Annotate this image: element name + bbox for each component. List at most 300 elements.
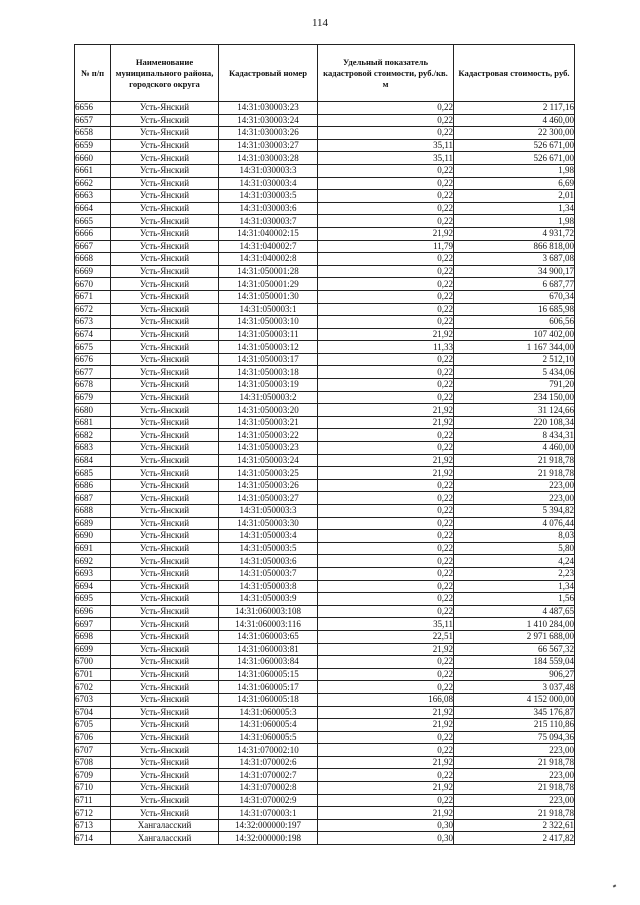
- cell-row-number: 6704: [75, 706, 111, 719]
- cell-cadastral-cost: 526 671,00: [454, 152, 575, 165]
- header-cadastral-cost: Кадастровая стоимость, руб.: [454, 45, 575, 102]
- cell-cadastral-number: 14:31:050001:29: [219, 278, 318, 291]
- cell-unit-value: 0,22: [318, 316, 454, 329]
- cell-row-number: 6684: [75, 454, 111, 467]
- cell-unit-value: 0,22: [318, 379, 454, 392]
- table-row: [75, 769, 575, 782]
- cell-unit-value: 21,92: [318, 467, 454, 480]
- cell-cadastral-cost: 31 124,66: [454, 404, 575, 417]
- cell-row-number: 6670: [75, 278, 111, 291]
- cell-cadastral-cost: 223,00: [454, 492, 575, 505]
- cell-row-number: 6683: [75, 442, 111, 455]
- cell-cadastral-number: 14:31:070002:9: [219, 794, 318, 807]
- cell-cadastral-cost: 21 918,78: [454, 467, 575, 480]
- cell-cadastral-cost: 2,23: [454, 567, 575, 580]
- cell-unit-value: 166,08: [318, 693, 454, 706]
- table-row: [75, 303, 575, 316]
- cell-cadastral-number: 14:31:050003:1: [219, 303, 318, 316]
- table-row: [75, 505, 575, 518]
- cell-district: Усть-Янский: [111, 454, 219, 467]
- cell-unit-value: 0,22: [318, 177, 454, 190]
- cell-district: Усть-Янский: [111, 530, 219, 543]
- cell-district: Усть-Янский: [111, 605, 219, 618]
- table-row: [75, 681, 575, 694]
- table-row: [75, 567, 575, 580]
- cell-row-number: 6689: [75, 517, 111, 530]
- cell-cadastral-number: 14:31:050003:6: [219, 555, 318, 568]
- cell-cadastral-cost: 8 434,31: [454, 429, 575, 442]
- table-row: [75, 517, 575, 530]
- cell-cadastral-number: 14:31:030003:23: [219, 102, 318, 115]
- cell-district: Усть-Янский: [111, 391, 219, 404]
- cell-row-number: 6674: [75, 328, 111, 341]
- cell-cadastral-number: 14:31:030003:28: [219, 152, 318, 165]
- cell-unit-value: 0,22: [318, 580, 454, 593]
- cell-district: Усть-Янский: [111, 366, 219, 379]
- cell-cadastral-number: 14:31:050001:28: [219, 265, 318, 278]
- cell-district: Усть-Янский: [111, 782, 219, 795]
- cell-cadastral-cost: 1,34: [454, 580, 575, 593]
- cell-district: Усть-Янский: [111, 265, 219, 278]
- cell-cadastral-number: 14:31:050001:30: [219, 290, 318, 303]
- cell-cadastral-number: 14:31:040002:8: [219, 253, 318, 266]
- cell-cadastral-cost: 1,98: [454, 164, 575, 177]
- cell-cadastral-number: 14:31:060003:84: [219, 656, 318, 669]
- cell-cadastral-cost: 2 512,10: [454, 353, 575, 366]
- cell-cadastral-cost: 526 671,00: [454, 139, 575, 152]
- cell-row-number: 6659: [75, 139, 111, 152]
- cell-cadastral-number: 14:31:040002:15: [219, 227, 318, 240]
- cell-district: Усть-Янский: [111, 744, 219, 757]
- cell-row-number: 6711: [75, 794, 111, 807]
- cell-cadastral-cost: 234 150,00: [454, 391, 575, 404]
- table-row: [75, 202, 575, 215]
- cell-district: Усть-Янский: [111, 177, 219, 190]
- table-row: [75, 832, 575, 845]
- cell-unit-value: 0,22: [318, 127, 454, 140]
- cell-cadastral-cost: 4 076,44: [454, 517, 575, 530]
- cell-district: Усть-Янский: [111, 479, 219, 492]
- cell-cadastral-number: 14:31:050003:26: [219, 479, 318, 492]
- cell-unit-value: 0,22: [318, 114, 454, 127]
- cell-row-number: 6701: [75, 668, 111, 681]
- cell-district: Усть-Янский: [111, 164, 219, 177]
- cell-cadastral-cost: 4 152 000,00: [454, 693, 575, 706]
- cell-district: Усть-Янский: [111, 290, 219, 303]
- cell-cadastral-cost: 791,20: [454, 379, 575, 392]
- cell-district: Усть-Янский: [111, 505, 219, 518]
- cell-cadastral-cost: 2,01: [454, 190, 575, 203]
- table-row: [75, 391, 575, 404]
- table-row: [75, 618, 575, 631]
- cell-district: Усть-Янский: [111, 152, 219, 165]
- page-number: 114: [311, 17, 329, 29]
- table-row: [75, 479, 575, 492]
- cell-district: Усть-Янский: [111, 328, 219, 341]
- cell-row-number: 6685: [75, 467, 111, 480]
- cell-unit-value: 0,22: [318, 505, 454, 518]
- cell-cadastral-cost: 5 394,82: [454, 505, 575, 518]
- table-body: [75, 102, 575, 845]
- cell-unit-value: 0,22: [318, 593, 454, 606]
- cell-row-number: 6658: [75, 127, 111, 140]
- cell-row-number: 6696: [75, 605, 111, 618]
- cell-cadastral-cost: 5,80: [454, 542, 575, 555]
- cell-cadastral-cost: 21 918,78: [454, 807, 575, 820]
- cell-district: Усть-Янский: [111, 731, 219, 744]
- cell-district: Усть-Янский: [111, 769, 219, 782]
- cell-cadastral-cost: 21 918,78: [454, 782, 575, 795]
- cell-unit-value: 0,22: [318, 253, 454, 266]
- cell-cadastral-cost: 223,00: [454, 479, 575, 492]
- cell-row-number: 6710: [75, 782, 111, 795]
- table-row: [75, 656, 575, 669]
- cell-cadastral-number: 14:31:040002:7: [219, 240, 318, 253]
- cell-cadastral-cost: 2 971 688,00: [454, 630, 575, 643]
- cell-district: Усть-Янский: [111, 429, 219, 442]
- cell-district: Усть-Янский: [111, 542, 219, 555]
- cell-row-number: 6656: [75, 102, 111, 115]
- cell-district: Усть-Янский: [111, 316, 219, 329]
- cell-cadastral-cost: 21 918,78: [454, 756, 575, 769]
- table-row: [75, 756, 575, 769]
- cell-district: Усть-Янский: [111, 567, 219, 580]
- table-row: [75, 278, 575, 291]
- header-cadastral-number: Кадастровый номер: [219, 45, 318, 102]
- cell-row-number: 6662: [75, 177, 111, 190]
- cell-cadastral-number: 14:32:000000:198: [219, 832, 318, 845]
- cell-row-number: 6671: [75, 290, 111, 303]
- cell-cadastral-cost: 215 110,86: [454, 719, 575, 732]
- cell-row-number: 6681: [75, 416, 111, 429]
- cell-unit-value: 21,92: [318, 328, 454, 341]
- cell-district: Усть-Янский: [111, 492, 219, 505]
- cell-unit-value: 0,22: [318, 605, 454, 618]
- cell-row-number: 6713: [75, 819, 111, 832]
- cell-district: Усть-Янский: [111, 618, 219, 631]
- cell-cadastral-number: 14:31:050003:27: [219, 492, 318, 505]
- header-unit-value: Удельный показатель кадастровой стоимости, руб./кв. м: [318, 45, 454, 102]
- cell-row-number: 6673: [75, 316, 111, 329]
- table-row: [75, 454, 575, 467]
- cell-unit-value: 0,22: [318, 290, 454, 303]
- cell-unit-value: 0,22: [318, 303, 454, 316]
- cell-row-number: 6692: [75, 555, 111, 568]
- cell-row-number: 6686: [75, 479, 111, 492]
- table-row: [75, 693, 575, 706]
- cell-unit-value: 21,92: [318, 643, 454, 656]
- cell-cadastral-number: 14:31:060003:81: [219, 643, 318, 656]
- cell-cadastral-cost: 3 687,08: [454, 253, 575, 266]
- cadastral-table: [74, 44, 575, 845]
- cell-unit-value: 21,92: [318, 454, 454, 467]
- cell-cadastral-number: 14:31:050003:10: [219, 316, 318, 329]
- table-row: [75, 328, 575, 341]
- cell-row-number: 6675: [75, 341, 111, 354]
- cell-row-number: 6661: [75, 164, 111, 177]
- table-row: [75, 643, 575, 656]
- table-row: [75, 668, 575, 681]
- cell-district: Хангаласский: [111, 832, 219, 845]
- cell-unit-value: 0,22: [318, 769, 454, 782]
- cell-cadastral-cost: 4 460,00: [454, 114, 575, 127]
- cell-cadastral-number: 14:31:030003:26: [219, 127, 318, 140]
- cell-unit-value: 0,22: [318, 442, 454, 455]
- cell-cadastral-number: 14:31:050003:9: [219, 593, 318, 606]
- cell-cadastral-cost: 6,69: [454, 177, 575, 190]
- cell-district: Усть-Янский: [111, 807, 219, 820]
- cell-district: Усть-Янский: [111, 102, 219, 115]
- cell-unit-value: 0,22: [318, 731, 454, 744]
- cell-row-number: 6698: [75, 630, 111, 643]
- cell-unit-value: 0,22: [318, 517, 454, 530]
- cell-cadastral-cost: 3 037,48: [454, 681, 575, 694]
- cell-district: Усть-Янский: [111, 240, 219, 253]
- cell-district: Усть-Янский: [111, 681, 219, 694]
- cell-row-number: 6678: [75, 379, 111, 392]
- cell-district: Усть-Янский: [111, 756, 219, 769]
- cell-cadastral-number: 14:31:050003:23: [219, 442, 318, 455]
- cell-cadastral-cost: 223,00: [454, 794, 575, 807]
- cell-cadastral-cost: 66 567,32: [454, 643, 575, 656]
- cell-row-number: 6700: [75, 656, 111, 669]
- cell-unit-value: 22,51: [318, 630, 454, 643]
- cell-cadastral-number: 14:31:050003:2: [219, 391, 318, 404]
- table-row: [75, 744, 575, 757]
- cell-cadastral-number: 14:31:070003:1: [219, 807, 318, 820]
- cell-row-number: 6705: [75, 719, 111, 732]
- cell-cadastral-number: 14:31:060005:17: [219, 681, 318, 694]
- cell-unit-value: 21,92: [318, 719, 454, 732]
- cell-row-number: 6663: [75, 190, 111, 203]
- cell-unit-value: 0,22: [318, 190, 454, 203]
- table-row: [75, 127, 575, 140]
- cell-unit-value: 21,92: [318, 807, 454, 820]
- cell-unit-value: 0,22: [318, 479, 454, 492]
- cell-unit-value: 0,22: [318, 530, 454, 543]
- cell-unit-value: 21,92: [318, 782, 454, 795]
- table-header-row: [75, 45, 575, 102]
- cell-district: Усть-Янский: [111, 303, 219, 316]
- cell-unit-value: 0,22: [318, 202, 454, 215]
- cell-cadastral-cost: 1,98: [454, 215, 575, 228]
- cell-unit-value: 21,92: [318, 416, 454, 429]
- cell-cadastral-number: 14:31:030003:27: [219, 139, 318, 152]
- cell-district: Усть-Янский: [111, 404, 219, 417]
- cell-cadastral-cost: 4 460,00: [454, 442, 575, 455]
- cell-cadastral-cost: 5 434,06: [454, 366, 575, 379]
- cell-district: Усть-Янский: [111, 630, 219, 643]
- cell-row-number: 6677: [75, 366, 111, 379]
- cell-cadastral-number: 14:31:050003:7: [219, 567, 318, 580]
- cell-cadastral-cost: 22 300,00: [454, 127, 575, 140]
- cell-cadastral-number: 14:31:030003:3: [219, 164, 318, 177]
- header-district: Наименование муниципального района, городского округа: [111, 45, 219, 102]
- table-row: [75, 341, 575, 354]
- cell-row-number: 6706: [75, 731, 111, 744]
- cell-cadastral-cost: 184 559,04: [454, 656, 575, 669]
- cell-cadastral-cost: 223,00: [454, 769, 575, 782]
- cell-district: Усть-Янский: [111, 580, 219, 593]
- cell-district: Усть-Янский: [111, 379, 219, 392]
- cell-row-number: 6657: [75, 114, 111, 127]
- table-row: [75, 580, 575, 593]
- cell-unit-value: 11,79: [318, 240, 454, 253]
- cell-cadastral-number: 14:31:060003:108: [219, 605, 318, 618]
- cell-row-number: 6714: [75, 832, 111, 845]
- table-row: [75, 605, 575, 618]
- cell-cadastral-number: 14:31:070002:10: [219, 744, 318, 757]
- cell-cadastral-cost: 606,56: [454, 316, 575, 329]
- table-row: [75, 630, 575, 643]
- cell-row-number: 6709: [75, 769, 111, 782]
- cell-cadastral-number: 14:31:050003:11: [219, 328, 318, 341]
- cell-unit-value: 0,22: [318, 681, 454, 694]
- cell-row-number: 6687: [75, 492, 111, 505]
- cell-district: Усть-Янский: [111, 693, 219, 706]
- cell-district: Усть-Янский: [111, 278, 219, 291]
- table-row: [75, 782, 575, 795]
- cell-cadastral-number: 14:31:060005:15: [219, 668, 318, 681]
- cell-unit-value: 0,22: [318, 542, 454, 555]
- header-row-number: № п/п: [75, 45, 111, 102]
- cell-row-number: 6702: [75, 681, 111, 694]
- cell-cadastral-number: 14:31:060003:116: [219, 618, 318, 631]
- cell-district: Усть-Янский: [111, 416, 219, 429]
- cell-cadastral-number: 14:31:060005:4: [219, 719, 318, 732]
- cell-unit-value: 0,22: [318, 353, 454, 366]
- table-row: [75, 404, 575, 417]
- cell-row-number: 6668: [75, 253, 111, 266]
- cell-unit-value: 0,22: [318, 215, 454, 228]
- cell-district: Хангаласский: [111, 819, 219, 832]
- cell-district: Усть-Янский: [111, 442, 219, 455]
- cell-row-number: 6679: [75, 391, 111, 404]
- cell-row-number: 6695: [75, 593, 111, 606]
- cell-unit-value: 0,22: [318, 555, 454, 568]
- cell-row-number: 6703: [75, 693, 111, 706]
- cell-cadastral-number: 14:31:030003:7: [219, 215, 318, 228]
- cell-cadastral-number: 14:31:060003:65: [219, 630, 318, 643]
- cell-district: Усть-Янский: [111, 215, 219, 228]
- cell-unit-value: 0,22: [318, 794, 454, 807]
- cell-unit-value: 21,92: [318, 756, 454, 769]
- cell-district: Усть-Янский: [111, 190, 219, 203]
- cell-unit-value: 0,22: [318, 429, 454, 442]
- cell-unit-value: 0,22: [318, 391, 454, 404]
- cell-cadastral-number: 14:31:070002:7: [219, 769, 318, 782]
- table-row: [75, 442, 575, 455]
- cell-unit-value: 0,22: [318, 102, 454, 115]
- table-row: [75, 731, 575, 744]
- cell-unit-value: 21,92: [318, 404, 454, 417]
- table-row: [75, 152, 575, 165]
- table-row: [75, 190, 575, 203]
- table-row: [75, 215, 575, 228]
- cell-row-number: 6676: [75, 353, 111, 366]
- cell-row-number: 6682: [75, 429, 111, 442]
- cell-district: Усть-Янский: [111, 794, 219, 807]
- cell-row-number: 6697: [75, 618, 111, 631]
- table-row: [75, 492, 575, 505]
- cell-cadastral-cost: 220 108,34: [454, 416, 575, 429]
- cell-row-number: 6712: [75, 807, 111, 820]
- cell-cadastral-number: 14:31:050003:22: [219, 429, 318, 442]
- cell-district: Усть-Янский: [111, 253, 219, 266]
- cell-unit-value: 11,33: [318, 341, 454, 354]
- cell-unit-value: 0,22: [318, 265, 454, 278]
- cell-cadastral-number: 14:31:050003:19: [219, 379, 318, 392]
- cell-cadastral-cost: 75 094,36: [454, 731, 575, 744]
- table-row: [75, 542, 575, 555]
- cell-row-number: 6680: [75, 404, 111, 417]
- cell-cadastral-number: 14:31:050003:21: [219, 416, 318, 429]
- table-row: [75, 593, 575, 606]
- cell-cadastral-cost: 1 410 284,00: [454, 618, 575, 631]
- table-row: [75, 416, 575, 429]
- cell-district: Усть-Янский: [111, 114, 219, 127]
- cell-row-number: 6708: [75, 756, 111, 769]
- cell-cadastral-number: 14:31:060005:5: [219, 731, 318, 744]
- cell-district: Усть-Янский: [111, 719, 219, 732]
- cell-cadastral-cost: 4,24: [454, 555, 575, 568]
- cell-unit-value: 0,30: [318, 832, 454, 845]
- cell-cadastral-number: 14:31:030003:4: [219, 177, 318, 190]
- table-row: [75, 227, 575, 240]
- cell-district: Усть-Янский: [111, 555, 219, 568]
- cell-row-number: 6667: [75, 240, 111, 253]
- cell-district: Усть-Янский: [111, 139, 219, 152]
- cell-row-number: 6672: [75, 303, 111, 316]
- table-row: [75, 379, 575, 392]
- cell-district: Усть-Янский: [111, 127, 219, 140]
- table-row: [75, 265, 575, 278]
- scan-speck: [613, 884, 617, 887]
- cell-cadastral-number: 14:31:050003:24: [219, 454, 318, 467]
- cell-cadastral-cost: 34 900,17: [454, 265, 575, 278]
- table-row: [75, 555, 575, 568]
- cell-district: Усть-Янский: [111, 341, 219, 354]
- table-row: [75, 719, 575, 732]
- cell-district: Усть-Янский: [111, 643, 219, 656]
- cell-cadastral-cost: 2 417,82: [454, 832, 575, 845]
- cell-row-number: 6691: [75, 542, 111, 555]
- cell-cadastral-cost: 4 931,72: [454, 227, 575, 240]
- table-row: [75, 164, 575, 177]
- cell-unit-value: 0,22: [318, 668, 454, 681]
- table-row: [75, 139, 575, 152]
- cell-cadastral-cost: 2 322,61: [454, 819, 575, 832]
- table-row: [75, 253, 575, 266]
- cell-cadastral-cost: 866 818,00: [454, 240, 575, 253]
- cell-row-number: 6690: [75, 530, 111, 543]
- cell-district: Усть-Янский: [111, 227, 219, 240]
- cell-district: Усть-Янский: [111, 467, 219, 480]
- cell-district: Усть-Янский: [111, 517, 219, 530]
- cell-cadastral-number: 14:31:050003:30: [219, 517, 318, 530]
- cell-row-number: 6699: [75, 643, 111, 656]
- table-row: [75, 177, 575, 190]
- cell-cadastral-cost: 107 402,00: [454, 328, 575, 341]
- cell-row-number: 6694: [75, 580, 111, 593]
- cell-unit-value: 0,30: [318, 819, 454, 832]
- cell-cadastral-cost: 2 117,16: [454, 102, 575, 115]
- cell-district: Усть-Янский: [111, 593, 219, 606]
- cell-cadastral-cost: 16 685,98: [454, 303, 575, 316]
- cell-cadastral-cost: 8,03: [454, 530, 575, 543]
- cell-unit-value: 0,22: [318, 567, 454, 580]
- cell-cadastral-cost: 906,27: [454, 668, 575, 681]
